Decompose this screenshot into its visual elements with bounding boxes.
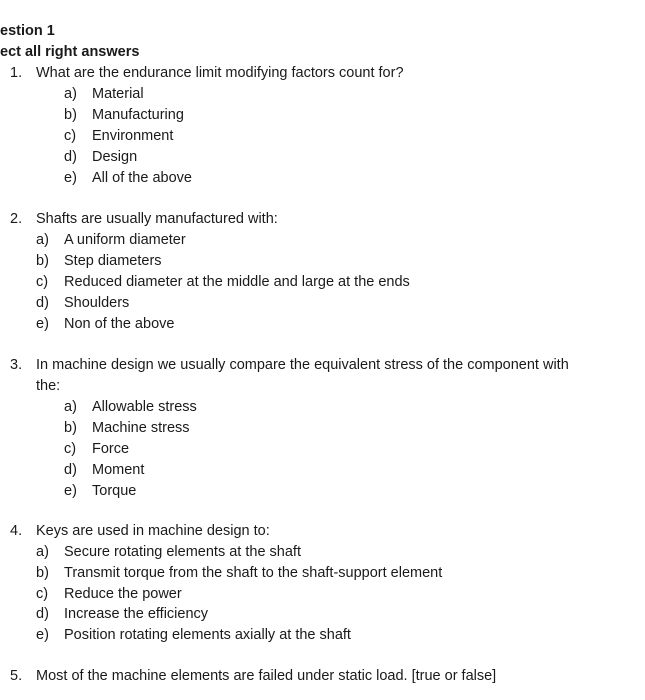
option-letter: a)	[64, 86, 77, 102]
option-text: Design	[92, 149, 138, 165]
option-text: Force	[92, 441, 130, 457]
option-letter: e)	[36, 627, 49, 643]
instruction-text: ect all right answers	[0, 44, 140, 60]
option-letter: b)	[64, 107, 77, 123]
option-letter: a)	[36, 544, 49, 560]
option-text: Material	[92, 86, 144, 102]
question-number: 2.	[10, 211, 23, 227]
option-text: Manufacturing	[92, 107, 184, 123]
option-text: Machine stress	[92, 420, 190, 436]
option-letter: b)	[64, 420, 77, 436]
option-letter: a)	[64, 399, 77, 415]
option-text: Transmit torque from the shaft to the shaft-support element	[64, 565, 443, 581]
option-letter: e)	[64, 483, 77, 499]
option-text: Allowable stress	[92, 399, 197, 415]
option-letter: c)	[36, 274, 49, 290]
option-letter: e)	[36, 316, 49, 332]
option-text: Reduce the power	[64, 586, 182, 602]
option-letter: c)	[64, 128, 77, 144]
option-text: Moment	[92, 462, 145, 478]
question-number: 5.	[10, 668, 23, 684]
option-text: Step diameters	[64, 253, 162, 269]
option-letter: d)	[64, 462, 77, 478]
question-number: 3.	[10, 357, 23, 373]
option-text: Environment	[92, 128, 174, 144]
question-text-line-1: In machine design we usually compare the equivalent stress of the component with	[36, 357, 569, 373]
option-letter: b)	[36, 565, 49, 581]
option-letter: d)	[36, 295, 49, 311]
question-number: 4.	[10, 523, 23, 539]
option-letter: e)	[64, 170, 77, 186]
option-text: Torque	[92, 483, 137, 499]
question-title: estion 1	[0, 23, 55, 39]
option-text: Increase the efficiency	[64, 606, 209, 622]
option-text: A uniform diameter	[64, 232, 186, 248]
option-letter: b)	[36, 253, 49, 269]
option-text: All of the above	[92, 170, 192, 186]
option-text: Position rotating elements axially at the shaft	[64, 627, 351, 643]
option-letter: d)	[36, 606, 49, 622]
option-letter: c)	[36, 586, 49, 602]
option-text: Reduced diameter at the middle and large at the ends	[64, 274, 410, 290]
question-text: What are the endurance limit modifying factors count for?	[36, 65, 404, 81]
option-text: Non of the above	[64, 316, 175, 332]
question-text: Most of the machine elements are failed under static load. [true or false]	[36, 668, 497, 684]
question-text-line-2: the:	[36, 378, 61, 394]
question-text: Shafts are usually manufactured with:	[36, 211, 278, 227]
option-letter: c)	[64, 441, 77, 457]
option-text: Shoulders	[64, 295, 130, 311]
question-number: 1.	[10, 65, 23, 81]
question-text: Keys are used in machine design to:	[36, 523, 270, 539]
option-text: Secure rotating elements at the shaft	[64, 544, 301, 560]
option-letter: a)	[36, 232, 49, 248]
option-letter: d)	[64, 149, 77, 165]
